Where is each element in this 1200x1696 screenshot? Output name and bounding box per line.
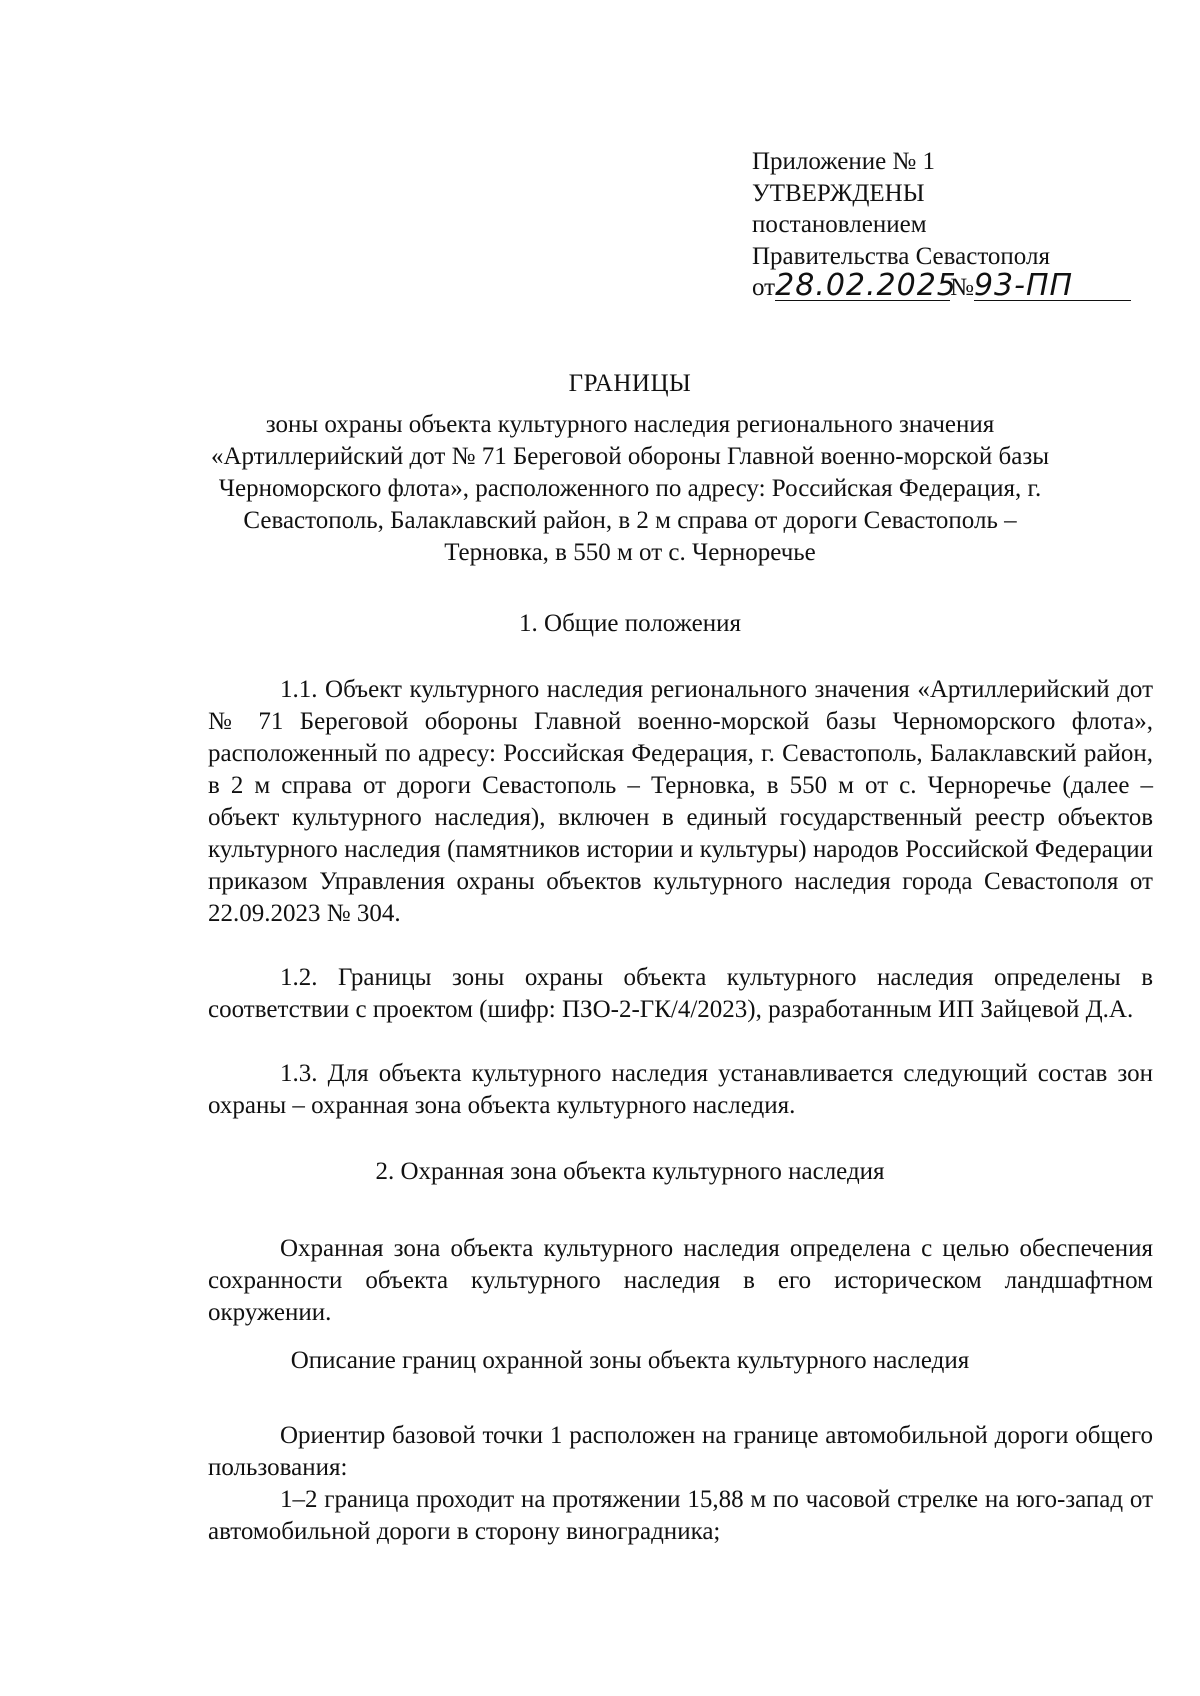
paragraph-1-1: 1.1. Объект культурного наследия регионального значения «Артиллерийский дот № 71 Береговой обороны Главной военно-морской базы Черноморского флота», расположенный по адресу: Российская Федерация, г. Севастополь, Балаклавский район, в 2 м справа от дороги Севастополь – Терновка, в 550 м от с. Черноречье (далее – объект культурного наследия), включен в единый государственный реестр объектов культурного наследия (памятников истории и культуры) народов Российской Федерации приказом Управления охраны объектов культурного наследия города Севастополя от 22.09.2023 № 304. — [208, 676, 1153, 927]
number-label: № — [950, 274, 974, 301]
approved-label: УТВЕРЖДЕНЫ — [752, 179, 925, 207]
handwritten-date: 28.02.2025 — [775, 268, 957, 303]
handwritten-number: 93-ПП — [974, 272, 1131, 301]
document-subtitle: зоны охраны объекта культурного наследия регионального значения «Артиллерийский дот № 71 Береговой обороны Главной военно-морской базы Черноморского флота», расположенного по адресу: Российская Федерация, г. Севастополь, Балаклавский район, в 2 м справа от дороги Севастополь – Терновка, в 550 м от с. Черноречье — [210, 411, 1050, 566]
paragraph-1-2: 1.2. Границы зоны охраны объекта культурного наследия определены в соответствии с проектом (шифр: ПЗО-2-ГК/4/2023), разработанным ИП Зайцевой Д.А. — [208, 964, 1153, 1023]
paragraph-base-point: Ориентир базовой точки 1 расположен на границе автомобильной дороги общего пользования: — [208, 1422, 1153, 1481]
paragraph-2-1: Охранная зона объекта культурного наследия определена с целью обеспечения сохранности объекта культурного наследия в его историческом ландшафтном окружении. — [208, 1235, 1153, 1326]
appendix-number: Приложение № 1 — [752, 148, 936, 175]
paragraph-1-3: 1.3. Для объекта культурного наследия устанавливается следующий состав зон охраны – охранная зона объекта культурного наследия. — [208, 1060, 1153, 1119]
approval-block — [752, 146, 1152, 304]
document-title: ГРАНИЦЫ — [568, 370, 692, 397]
resolution-date-number-line — [752, 268, 1152, 304]
boundaries-description-title: Описание границ охранной зоны объекта культурного наследия — [290, 1347, 970, 1374]
resolution-label: постановлением — [752, 211, 927, 238]
paragraph-boundary-1-2: 1–2 граница проходит на протяжении 15,88 м по часовой стрелке на юго-запад от автомобильной дороги в сторону виноградника; — [208, 1486, 1153, 1545]
from-label: от — [752, 274, 776, 301]
section-2-title: 2. Охранная зона объекта культурного наследия — [375, 1158, 885, 1185]
section-1-title: 1. Общие положения — [519, 610, 741, 637]
government-label: Правительства Севастополя — [752, 242, 1050, 270]
